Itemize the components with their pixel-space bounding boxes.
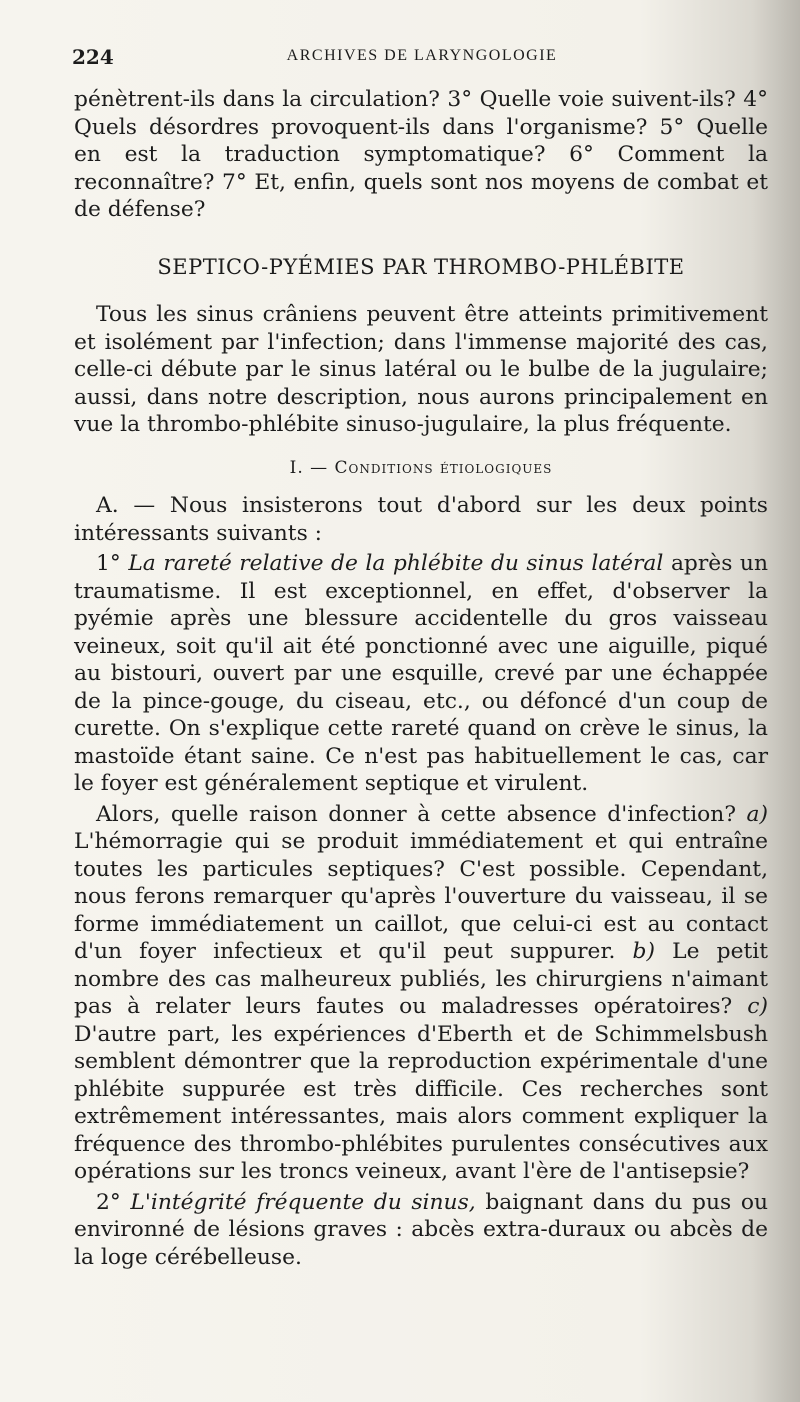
subsection-title: I. — Conditions étiologiques — [289, 457, 553, 478]
point-1-label: 1° — [96, 551, 121, 576]
section-paragraph: Tous les sinus crâniens peuvent être atteints primitivement et isolément par l'infection; dans l'immense majorité des cas, celle-ci débute par le sinus latéral ou le bulbe de la jugulaire; aussi, dans notre description, nous aurons principalement en vue la thrombo-phlébite sinuso-jugulaire, la plus fréquente. — [74, 302, 768, 437]
marker-a: a) — [746, 801, 768, 827]
paragraph-alors-part-3: Le petit nombre des cas malheureux publiés, les chirurgiens n'aimant pas à relater leurs fautes ou maladresses opératoires? — [74, 939, 768, 1019]
point-1-text: après un traumatisme. Il est exceptionnel, en effet, d'observer la pyémie après une blessure accidentelle du gros vaisseau veineux, soit qu'il ait été ponctionné avec une aiguille, piqué au bistouri, ouvert par une esquille, crevé par une échappée de la pince-gouge, du ciseau, etc., ou défoncé d'un coup de curette. On s'explique cette rareté quand on crève le sinus, la mastoïde étant saine. Ce n'est pas habituellement le cas, car le foyer est généralement septique et virulent. — [74, 551, 769, 796]
point-2-heading: L'intégrité fréquente du sinus, — [130, 1189, 476, 1215]
point-1-heading: La rareté relative de la phlébite du sinus latéral — [128, 551, 664, 576]
page-content — [74, 86, 768, 1271]
paragraph-alors-part-4: D'autre part, les expériences d'Eberth et de Schimmelsbush semblent démontrer que la reproduction expérimentale d'une phlébite suppurée est très difficile. Ces recherches sont extrêmement intéressantes, mais alors comment expliquer la fréquence des thrombo-phlébites purulentes consécutives aux opérations sur les troncs veineux, avant l'ère de l'antisepsie? — [74, 1021, 768, 1184]
point-2-label: 2° — [96, 1189, 121, 1215]
section-title: SEPTICO-PYÉMIES PAR THROMBO-PHLÉBITE — [157, 254, 685, 279]
marker-c: c) — [747, 994, 768, 1019]
marker-b: b) — [632, 939, 656, 964]
paragraph-a: A. — Nous insisterons tout d'abord sur les deux points intéressants suivants : — [74, 493, 768, 546]
point-2-paragraph — [74, 1189, 768, 1272]
point-1-paragraph — [74, 550, 768, 798]
intro-paragraph: pénètrent-ils dans la circulation? 3° Quelle voie suivent-ils? 4° Quels désordres provoquent-ils dans l'organisme? 5° Quelle en est la traduction symptomatique? 6° Comment la reconnaître? 7° Et, enfin, quels sont nos moyens de combat et de défense? — [74, 87, 768, 222]
point-2-text: baignant dans du pus ou environné de lésions graves : abcès extra-duraux ou abcès de la loge cérébelleuse. — [74, 1189, 768, 1270]
running-title: ARCHIVES DE LARYNGOLOGIE — [286, 47, 558, 64]
paragraph-alors — [74, 801, 768, 1186]
paragraph-alors-part-2: L'hémorragie qui se produit immédiatement et qui entraîne toutes les particules septiques? C'est possible. Cependant, nous ferons remarquer qu'après l'ouverture du vaisseau, il se forme immédiatement un caillot, que celui-ci est au contact d'un foyer infectieux et qu'il peut suppurer. — [74, 829, 768, 964]
page-header — [72, 45, 772, 73]
paragraph-alors-part-1: Alors, quelle raison donner à cette absence d'infection? — [96, 801, 737, 827]
page-number: 224 — [72, 45, 114, 69]
